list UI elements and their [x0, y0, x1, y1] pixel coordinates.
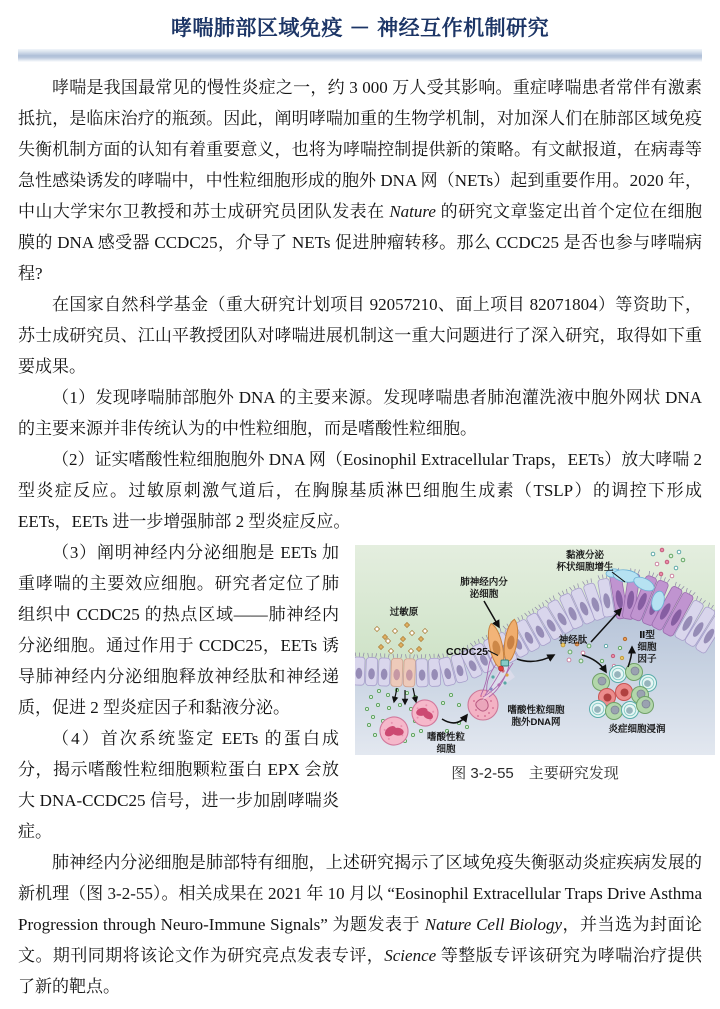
particle-dot [651, 553, 655, 557]
inflammatory-cell [610, 666, 627, 683]
research-figure [355, 545, 715, 783]
document-body [18, 72, 702, 1002]
epithelial-cell [355, 653, 365, 686]
particle-dot [376, 704, 379, 707]
paragraph-finding-2 [18, 444, 702, 537]
particle-dot [411, 734, 414, 737]
particle-dot [367, 724, 370, 727]
particle-dot [387, 707, 390, 710]
particle-dot [405, 692, 408, 695]
text-segment: 的研究文章鉴定出首个定位在细胞膜的 DNA 感受器 CCDC25，介导了 NETs 促进肿瘤转移。那么 CCDC25 是否也参与哮喘病程? [18, 202, 703, 284]
paragraph-intro [18, 72, 702, 289]
text-segment: 在国家自然科学基金（重大研究计划项目 92057210、面上项目 82071804）等资助下，苏士成研究员、江山平教授团队对哮喘进展机制这一重大问题进行了深入研究，取得如下重要成果。 [18, 295, 702, 377]
epithelial-cell [391, 654, 403, 687]
type2-label-line1: Ⅱ型 [639, 630, 655, 642]
particle-dot [659, 573, 663, 577]
particle-dot [449, 694, 452, 697]
particle-dot [669, 555, 673, 559]
pnec-label-line2: 泌细胞 [469, 589, 499, 601]
particle-dot [369, 696, 372, 699]
particle-dot [611, 655, 614, 658]
inflammatory-cell [637, 697, 654, 714]
neuropeptide-label: 神经肽 [558, 635, 588, 647]
particle-dot [386, 694, 389, 697]
text-segment: 等整版专评该研究为哮喘治疗提供了新的靶点。 [18, 946, 703, 997]
particle-dot [465, 726, 468, 729]
page-title: 哮喘肺部区域免疫 － 神经互作机制研究 [170, 17, 550, 40]
particle-dot [377, 690, 380, 693]
paragraph-conclusion [18, 847, 702, 1002]
eosinophil-label-line2: 细胞 [436, 744, 456, 756]
particle-dot [681, 559, 685, 563]
inflammatory-cell [606, 703, 623, 720]
text-segment: Science [384, 946, 437, 966]
epithelial-cell [403, 655, 415, 688]
eetnet-label-line1: 嗜酸性粒细胞 [507, 705, 565, 717]
particle-dot [665, 561, 669, 565]
text-segment: （1）发现哮喘肺部胞外 DNA 的主要来源。发现哮喘患者肺泡灌洗液中胞外网状 DNA 的主要来源并非传统认为的中性粒细胞，而是嗜酸性粒细胞。 [18, 388, 702, 439]
text-segment: （2）证实嗜酸性粒细胞胞外 DNA 网（Eosinophil Extracellular Traps，EETs）放大哮喘 2 型炎症反应。过敏原刺激气道后，在胸腺基质淋巴细胞生成素（TSLP）的调控下形成 EETs，EETs 进一步增强肺部 2 型炎症反应。 [18, 450, 702, 532]
text-segment: （3）阐明神经内分泌细胞是 EETs 加重哮喘的主要效应细胞。研究者定位了肺组织中 CCDC25 的热点区域——肺神经内分泌细胞。通过作用于 CCDC25，EETs 诱导肺神经内分泌细胞释放神经肽和神经递质，促进 2 型炎症因子和黏液分泌。 [18, 543, 339, 718]
particle-dot [373, 734, 376, 737]
allergen-label: 过敏原 [389, 607, 419, 619]
particle-dot [620, 657, 623, 660]
particle-dot [579, 660, 583, 664]
text-segment: 哮喘是我国最常见的慢性炎症之一，约 3 000 万人受其影响。重症哮喘患者常伴有激素抵抗，是临床治疗的瓶颈。因此，阐明哮喘加重的生物学机制，对加深人们在肺部区域免疫失衡机制方面的认知有着重要意义，也将为哮喘控制提供新的策略。有文献报道，在病毒等急性感染诱发的哮喘中，中性粒细胞形成的胞外 DNA 网（NETs）起到重要作用。2020 年，中山大学宋尔卫教授和苏士成研究员团队发表在 [18, 78, 702, 222]
particle-dot [670, 575, 674, 579]
ccdc25-label: CCDC25 [446, 646, 489, 659]
epithelial-cell [416, 655, 428, 688]
particle-dot [567, 659, 571, 663]
particle-dot [674, 567, 678, 571]
particle-dot [655, 563, 659, 567]
particle-dot [618, 647, 621, 650]
particle-dot [568, 651, 572, 655]
particle-dot [600, 660, 603, 663]
particle-dot [677, 551, 681, 555]
mucus-label-line1: 黏液分泌 [565, 550, 605, 562]
particle-dot [371, 716, 374, 719]
inflammatory-cell [590, 701, 607, 718]
mucus-label-line2: 杯状细胞增生 [556, 562, 614, 574]
text-segment: （4）首次系统鉴定 EETs 的蛋白成分，揭示嗜酸性粒细胞颗粒蛋白 EPX 会放大 DNA-CCDC25 信号，进一步加剧哮喘炎症。 [18, 729, 339, 842]
figure-caption: 图 3-2-55 主要研究发现 [451, 765, 619, 783]
eosinophil-label-line1: 嗜酸性粒 [426, 732, 466, 744]
particle-dot [365, 708, 368, 711]
epithelial-cell [378, 654, 390, 687]
epithelial-cell [365, 653, 377, 686]
figure-illustration [355, 545, 715, 755]
particle-dot [419, 730, 422, 733]
infiltration-label: 炎症细胞浸润 [608, 724, 666, 736]
particle-dot [660, 549, 664, 553]
paragraph-funding [18, 289, 702, 382]
particle-dot [604, 645, 607, 648]
eetnet-label-line2: 胞外DNA网 [511, 717, 561, 729]
particle-dot [398, 704, 401, 707]
particle-dot [441, 702, 444, 705]
type2-label-line2: 细胞 [637, 642, 657, 654]
text-segment: 肺神经内分泌细胞是肺部特有细胞，上述研究揭示了区域免疫失衡驱动炎症疾病发展的新机理（图 3-2-55）。相关成果在 2021 年 10 月以 “Eosinophil Extracellular Traps Drive Asthma Progression through Neuro-Immune Signals” 为题发表于 [18, 853, 702, 935]
text-segment: ，并当选为封面论文。期刊同期将该论文作为研究亮点发表专评， [18, 915, 702, 966]
eet-releasing-cell [468, 690, 498, 720]
inflammatory-cell [622, 702, 639, 719]
text-segment: Nature Cell Biology [424, 915, 563, 935]
particle-dot [587, 645, 591, 649]
title-divider-band [18, 49, 702, 62]
text-segment: Nature [389, 202, 436, 222]
paragraph-finding-1 [18, 382, 702, 444]
epithelial-cell [428, 654, 440, 687]
inflammatory-cell [616, 684, 633, 701]
particle-dot [457, 704, 460, 707]
particle-dot [581, 652, 585, 656]
inflammatory-cell [593, 674, 610, 691]
pnec-label-line1: 肺神经内分 [460, 577, 508, 589]
particle-dot [623, 638, 626, 641]
type2-label-line3: 因子 [637, 654, 657, 666]
